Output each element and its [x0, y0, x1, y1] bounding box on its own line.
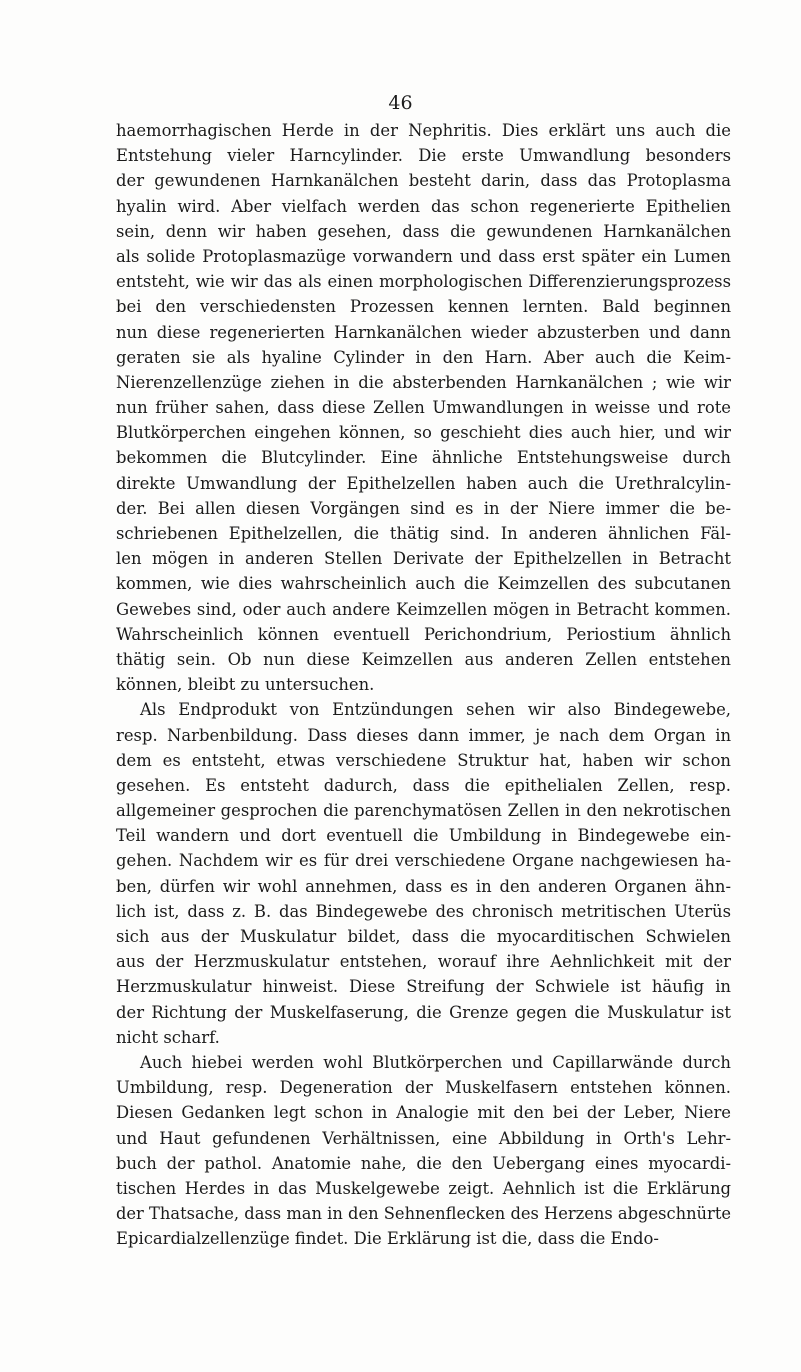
text-line: bekommen die Blutcylinder. Eine ähnliche Entstehungsweise durch — [116, 448, 731, 468]
text-line: geraten sie als hyaline Cylinder in den Harn. Aber auch die Keim- — [116, 347, 731, 367]
text-line: tischen Herdes in das Muskelgewebe zeigt. Aehnlich ist die Erklärung — [116, 1178, 731, 1198]
page-number: 46 — [388, 92, 413, 114]
text-line: kommen, wie dies wahrscheinlich auch die Keimzellen des subcutanen — [116, 574, 731, 594]
text-line: Epicardialzellenzüge findet. Die Erklärung ist die, dass die Endo- — [116, 1229, 659, 1249]
text-line: lich ist, dass z. B. das Bindegewebe des chronisch metritischen Uterüs — [116, 901, 731, 921]
text-line: gehen. Nachdem wir es für drei verschiedene Organe nachgewiesen ha- — [116, 851, 731, 871]
text-line: der gewundenen Harnkanälchen besteht darin, dass das Protoplasma — [116, 171, 731, 191]
text-line: Wahrscheinlich können eventuell Perichondrium, Periostium ähnlich — [116, 624, 731, 644]
text-line: buch der pathol. Anatomie nahe, die den Uebergang eines myocardi- — [116, 1153, 731, 1173]
text-line: Als Endprodukt von Entzündungen sehen wir also Bindegewebe, — [140, 700, 731, 720]
text-line: nun früher sahen, dass diese Zellen Umwandlungen in weisse und rote — [116, 398, 731, 418]
paragraph — [116, 1050, 731, 1252]
paragraph — [116, 118, 731, 697]
text-line: der Richtung der Muskelfaserung, die Grenze gegen die Muskulatur ist — [116, 1002, 731, 1022]
text-line: len mögen in anderen Stellen Derivate der Epithelzellen in Betracht — [116, 549, 731, 569]
text-line: nun diese regenerierten Harnkanälchen wieder abzusterben und dann — [116, 322, 731, 342]
text-line: aus der Herzmuskulatur entstehen, worauf ihre Aehnlichkeit mit der — [116, 952, 731, 972]
text-line: resp. Narbenbildung. Dass dieses dann immer, je nach dem Organ in — [116, 725, 731, 745]
text-line: hyalin wird. Aber vielfach werden das schon regenerierte Epithelien — [116, 196, 731, 216]
text-line: sich aus der Muskulatur bildet, dass die myocarditischen Schwielen — [116, 927, 731, 946]
text-line: der. Bei allen diesen Vorgängen sind es in der Niere immer die be- — [116, 498, 731, 518]
text-line: Umbildung, resp. Degeneration der Muskelfasern entstehen können. — [116, 1078, 731, 1098]
text-line: Diesen Gedanken legt schon in Analogie mit den bei der Leber, Niere — [116, 1103, 731, 1123]
text-line: Gewebes sind, oder auch andere Keimzellen mögen in Betracht kommen. — [116, 599, 731, 619]
text-line: Blutkörperchen eingehen können, so geschieht dies auch hier, und wir — [116, 423, 731, 443]
text-line: und Haut gefundenen Verhältnissen, eine Abbildung in Orth's Lehr- — [116, 1128, 731, 1148]
text-line: ben, dürfen wir wohl annehmen, dass es in den anderen Organen ähn- — [116, 876, 731, 896]
text-line: direkte Umwandlung der Epithelzellen haben auch die Urethralcylin- — [116, 473, 731, 493]
body-text — [116, 118, 731, 1251]
text-line: dem es entsteht, etwas verschiedene Struktur hat, haben wir schon — [116, 750, 731, 770]
text-line: haemorrhagischen Herde in der Nephritis. Dies erklärt uns auch die — [116, 121, 731, 140]
text-line: allgemeiner gesprochen die parenchymatösen Zellen in den nekrotischen — [116, 801, 731, 821]
text-line: Herzmuskulatur hinweist. Diese Streifung der Schwiele ist häufig in — [116, 977, 731, 997]
text-line: entsteht, wie wir das als einen morphologischen Differenzierungsprozess — [116, 272, 731, 292]
text-line: nicht scharf. — [116, 1027, 220, 1047]
text-line: können, bleibt zu untersuchen. — [116, 675, 375, 695]
text-line: schriebenen Epithelzellen, die thätig sind. In anderen ähnlichen Fäl- — [116, 524, 731, 543]
paragraph — [116, 697, 731, 1050]
text-line: gesehen. Es entsteht dadurch, dass die epithelialen Zellen, resp. — [116, 775, 731, 795]
text-line: der Thatsache, dass man in den Sehnenflecken des Herzens abgeschnürte — [116, 1204, 731, 1224]
text-line: thätig sein. Ob nun diese Keimzellen aus anderen Zellen entstehen — [116, 649, 731, 669]
text-line: bei den verschiedensten Prozessen kennen lernten. Bald beginnen — [116, 297, 731, 317]
text-line: Entstehung vieler Harncylinder. Die erste Umwandlung besonders — [116, 146, 731, 166]
text-line: sein, denn wir haben gesehen, dass die gewundenen Harnkanälchen — [116, 221, 731, 241]
text-line: Auch hiebei werden wohl Blutkörperchen und Capillarwände durch — [140, 1052, 731, 1072]
text-line: Teil wandern und dort eventuell die Umbildung in Bindegewebe ein- — [116, 826, 731, 846]
text-line: als solide Protoplasmazüge vorwandern und dass erst später ein Lumen — [116, 246, 731, 266]
text-line: Nierenzellenzüge ziehen in die absterbenden Harnkanälchen ; wie wir — [116, 372, 731, 392]
